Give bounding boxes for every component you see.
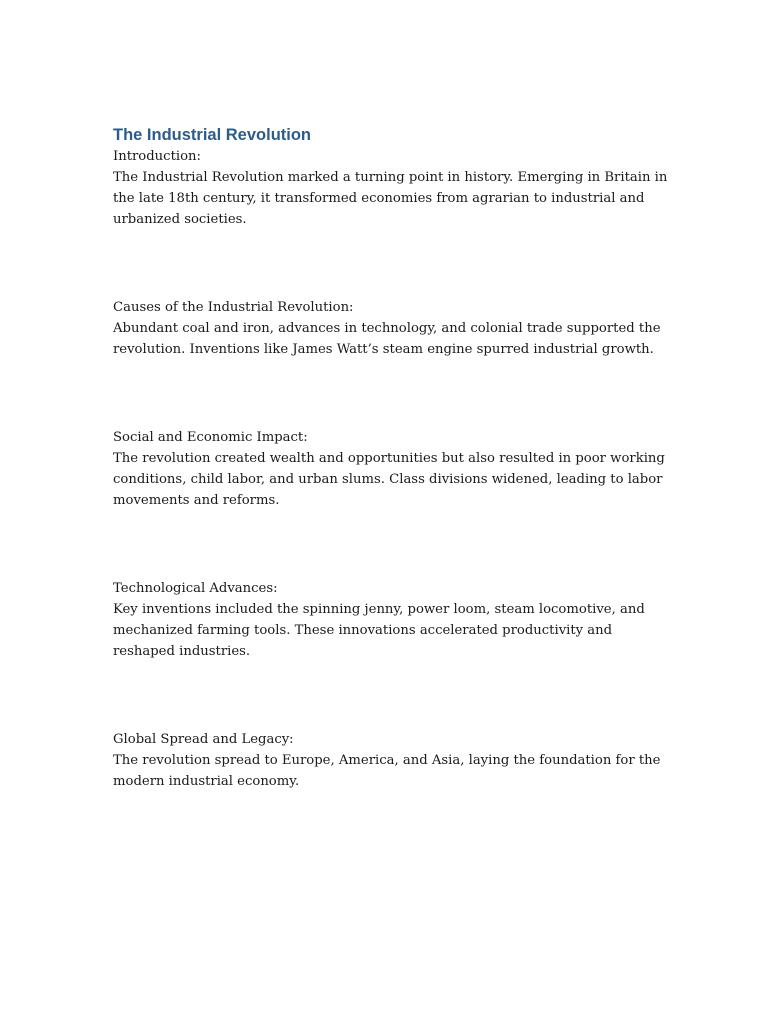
section-introduction [113,146,673,230]
section-body: The revolution spread to Europe, America, and Asia, laying the foundation for the modern industrial economy. [113,753,661,789]
document-title: The Industrial Revolution [113,126,312,144]
section-heading: Global Spread and Legacy: [113,732,294,747]
section-heading: Causes of the Industrial Revolution: [113,300,354,315]
section-heading: Introduction: [113,149,201,164]
section-spacer [113,662,673,729]
section-spacer [113,230,673,297]
section-body: Abundant coal and iron, advances in technology, and colonial trade supported the revolution. Inventions like James Watt’s steam engine spurred industrial growth. [113,321,661,357]
document-page [113,124,673,792]
section-body: Key inventions included the spinning jenny, power loom, steam locomotive, and mechanized farming tools. These innovations accelerated productivity and reshaped industries. [113,602,645,659]
section-social-economic-impact [113,427,673,511]
section-causes [113,297,673,360]
section-technological-advances [113,578,673,662]
section-body: The Industrial Revolution marked a turning point in history. Emerging in Britain in the late 18th century, it transformed economies from agrarian to industrial and urbanized societies. [113,170,668,227]
section-body: The revolution created wealth and opportunities but also resulted in poor working conditions, child labor, and urban slums. Class divisions widened, leading to labor movements and reforms. [113,451,665,508]
section-heading: Social and Economic Impact: [113,430,308,445]
section-spacer [113,511,673,578]
section-heading: Technological Advances: [113,581,278,596]
section-global-spread-legacy [113,729,673,792]
section-spacer [113,360,673,427]
